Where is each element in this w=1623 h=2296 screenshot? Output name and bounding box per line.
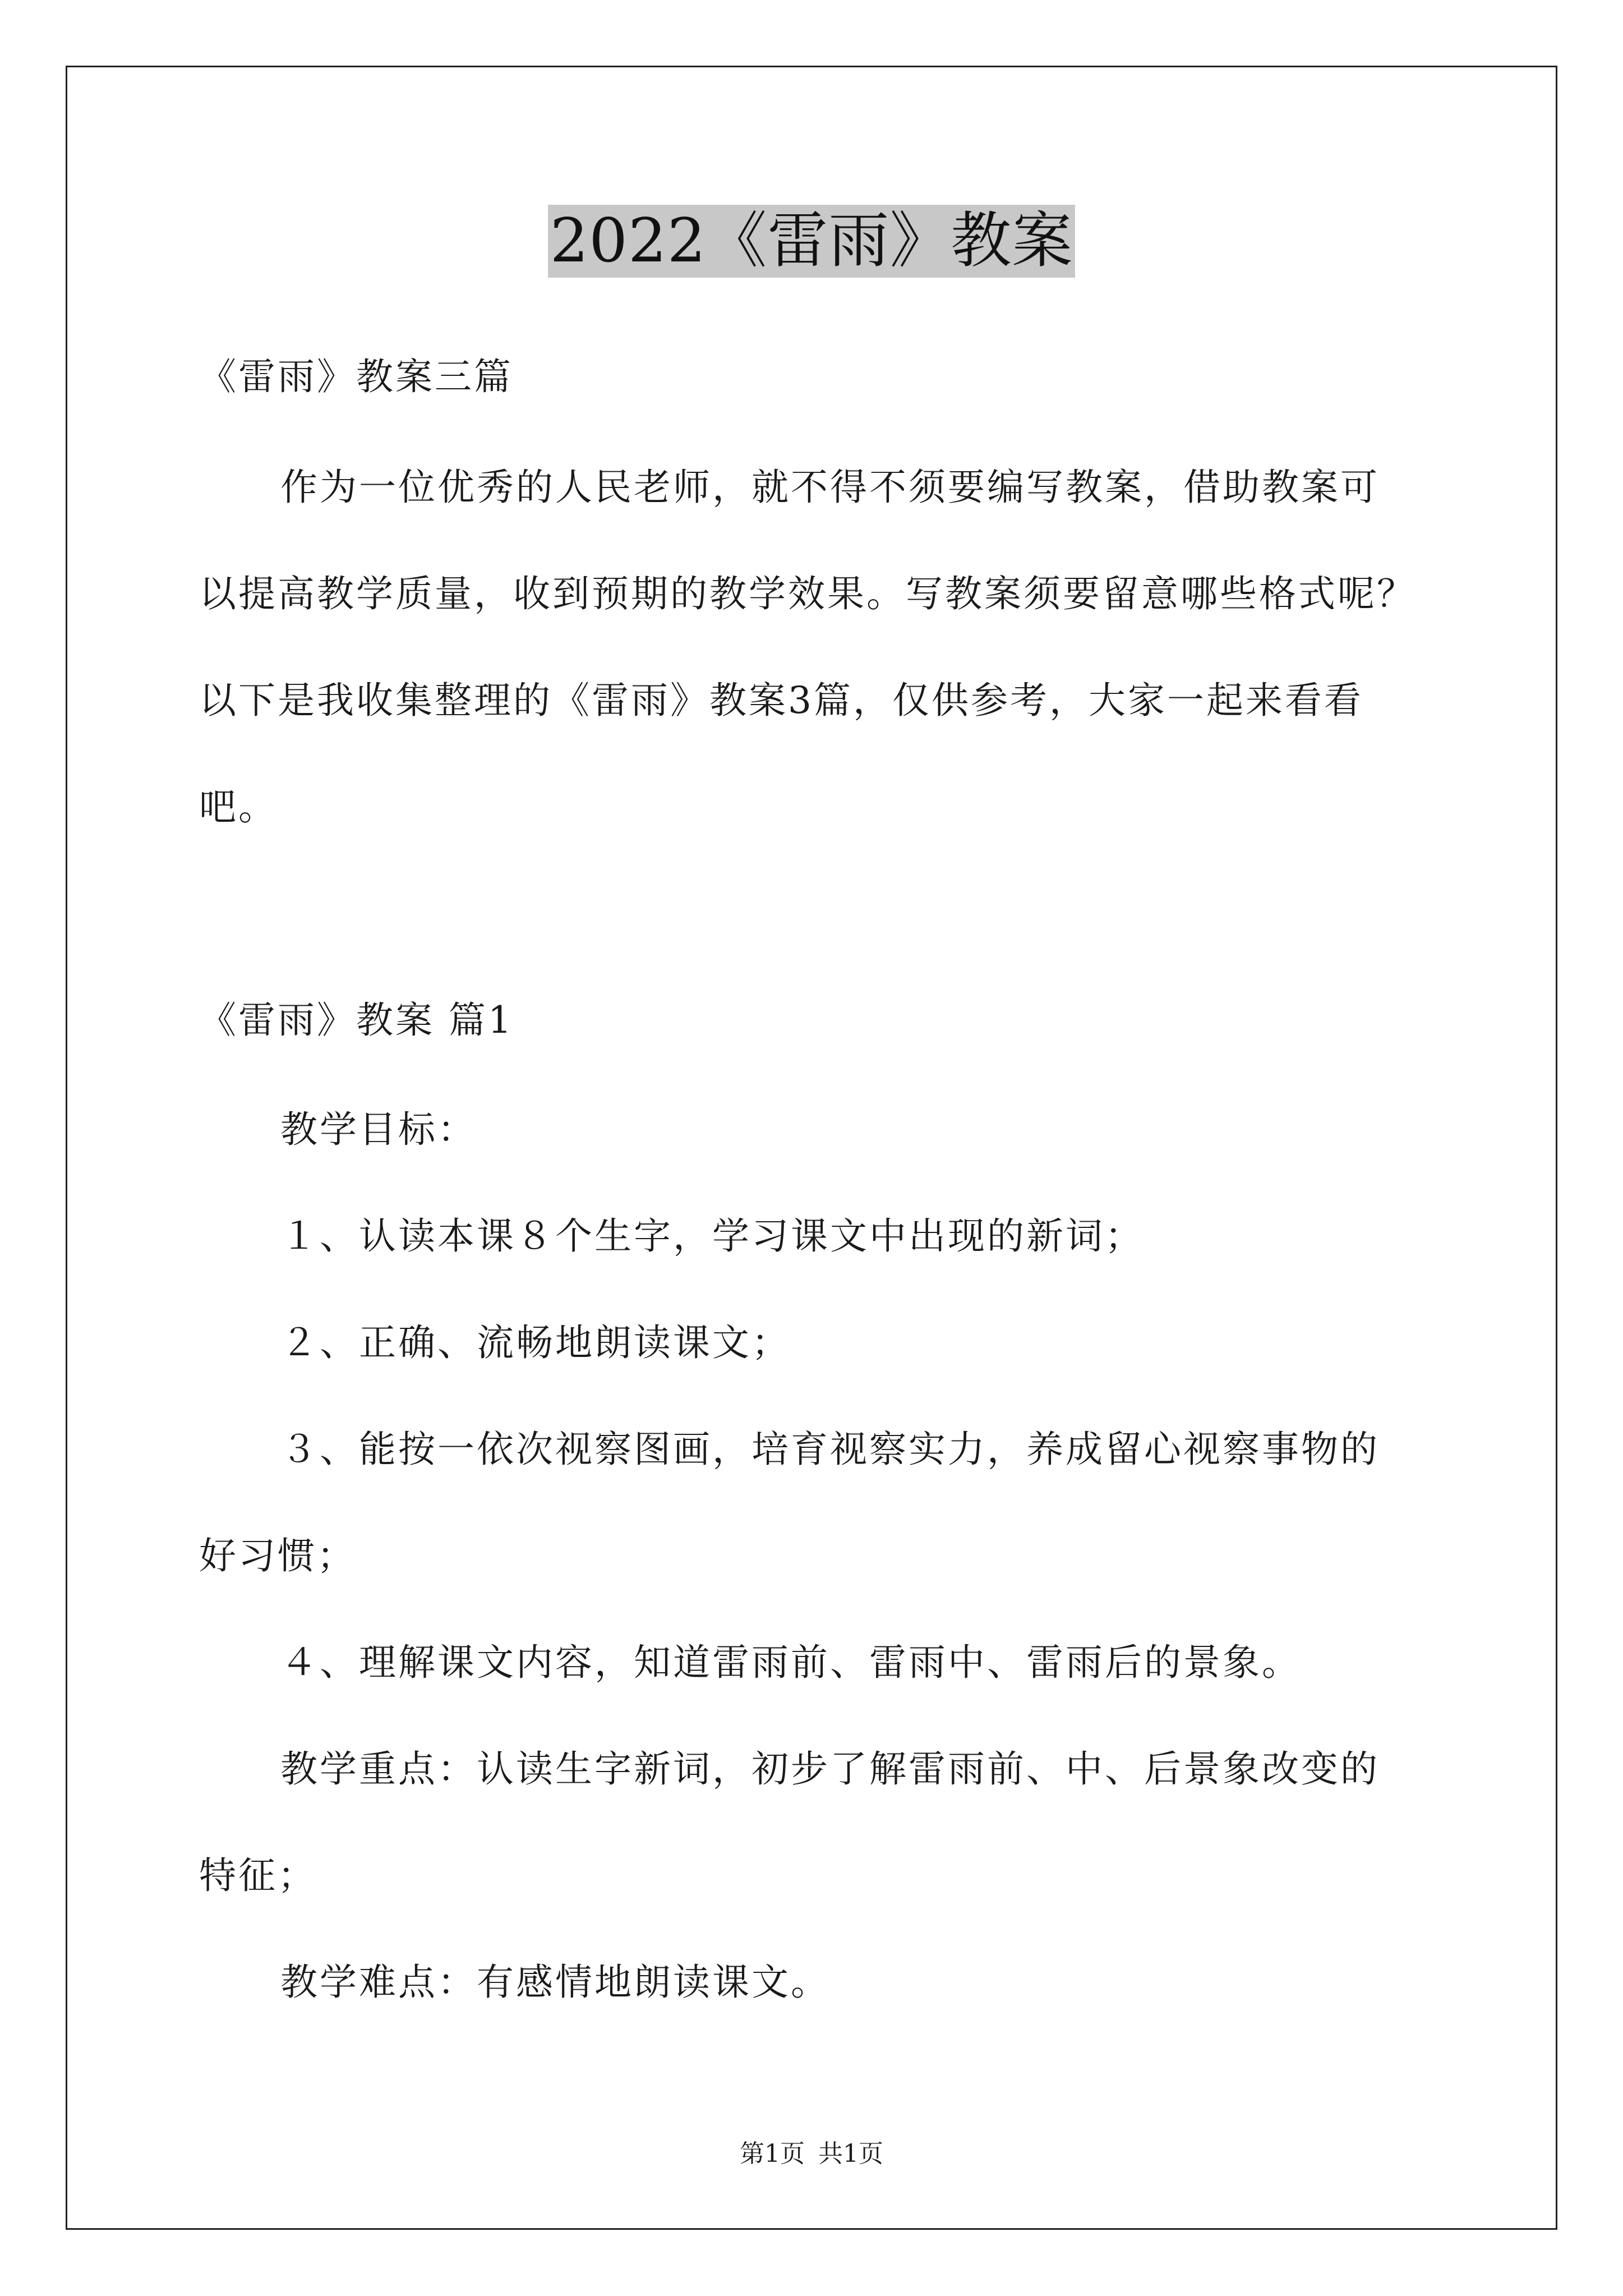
intro-line-2: 以提高教学质量，收到预期的教学效果。写教案须要留意哪些格式呢？	[199, 572, 1416, 615]
section-heading: 《雷雨》教案 篇1	[199, 999, 514, 1042]
subtitle: 《雷雨》教案三篇	[199, 355, 513, 398]
objective-4: ４、理解课文内容，知道雷雨前、雷雨中、雷雨后的景象。	[280, 1641, 1301, 1684]
objective-3-continued: 好习惯；	[199, 1534, 356, 1577]
objective-1: １、认读本课８个生字，学习课文中出现的新词；	[280, 1214, 1144, 1258]
key-points-line-1: 教学重点：认读生字新词，初步了解雷雨前、中、后景象改变的	[280, 1747, 1380, 1791]
intro-line-4: 吧。	[199, 785, 278, 829]
objectives-heading: 教学目标：	[280, 1108, 477, 1151]
document-title: 2022《雷雨》教案	[548, 205, 1076, 278]
intro-line-3: 以下是我收集整理的《雷雨》教案3篇，仅供参考，大家一起来看看	[199, 679, 1363, 722]
difficulty-line: 教学难点：有感情地朗读课文。	[280, 1961, 830, 2004]
objective-2: ２、正确、流畅地朗读课文；	[280, 1321, 791, 1364]
page-footer: 第1页 共1页	[740, 2139, 883, 2168]
title-container	[0, 205, 1623, 278]
intro-line-1: 作为一位优秀的人民老师，就不得不须要编写教案，借助教案可	[280, 466, 1380, 509]
key-points-line-2: 特征；	[199, 1854, 317, 1897]
objective-3: ３、能按一依次视察图画，培育视察实力，养成留心视察事物的	[280, 1428, 1380, 1471]
